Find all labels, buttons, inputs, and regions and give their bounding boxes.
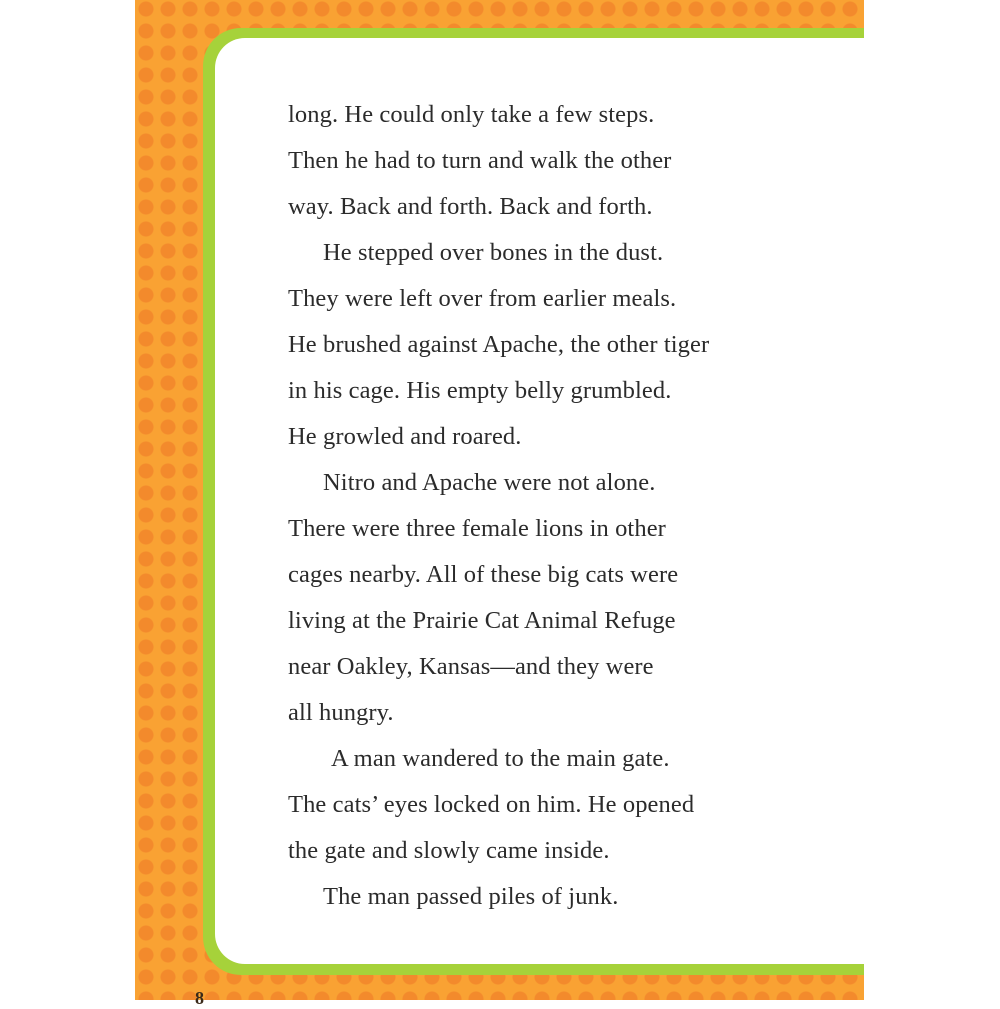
paragraph-start-line: A man wandered to the main gate. [331, 745, 670, 772]
text-line: He brushed against Apache, the other tiger [288, 331, 710, 358]
text-line: Then he had to turn and walk the other [288, 147, 672, 174]
text-line: near Oakley, Kansas—and they were [288, 653, 654, 680]
text-line: The cats’ eyes locked on him. He opened [288, 791, 695, 818]
text-line: living at the Prairie Cat Animal Refuge [288, 607, 676, 634]
paragraph-start-line: The man passed piles of junk. [323, 883, 619, 910]
text-line: cages nearby. All of these big cats were [288, 561, 679, 588]
text-line: They were left over from earlier meals. [288, 285, 677, 312]
text-line: the gate and slowly came inside. [288, 837, 610, 864]
text-line: in his cage. His empty belly grumbled. [288, 377, 672, 404]
body-text [288, 92, 808, 920]
text-line: long. He could only take a few steps. [288, 101, 655, 128]
page-margin-right [864, 0, 1000, 1000]
paragraph-start-line: He stepped over bones in the dust. [323, 239, 664, 266]
text-line: There were three female lions in other [288, 515, 666, 542]
text-line: He growled and roared. [288, 423, 522, 450]
text-line: way. Back and forth. Back and forth. [288, 193, 653, 220]
paragraph-start-line: Nitro and Apache were not alone. [323, 469, 656, 496]
text-line: all hungry. [288, 699, 394, 726]
page-number: 8 [195, 988, 204, 1008]
